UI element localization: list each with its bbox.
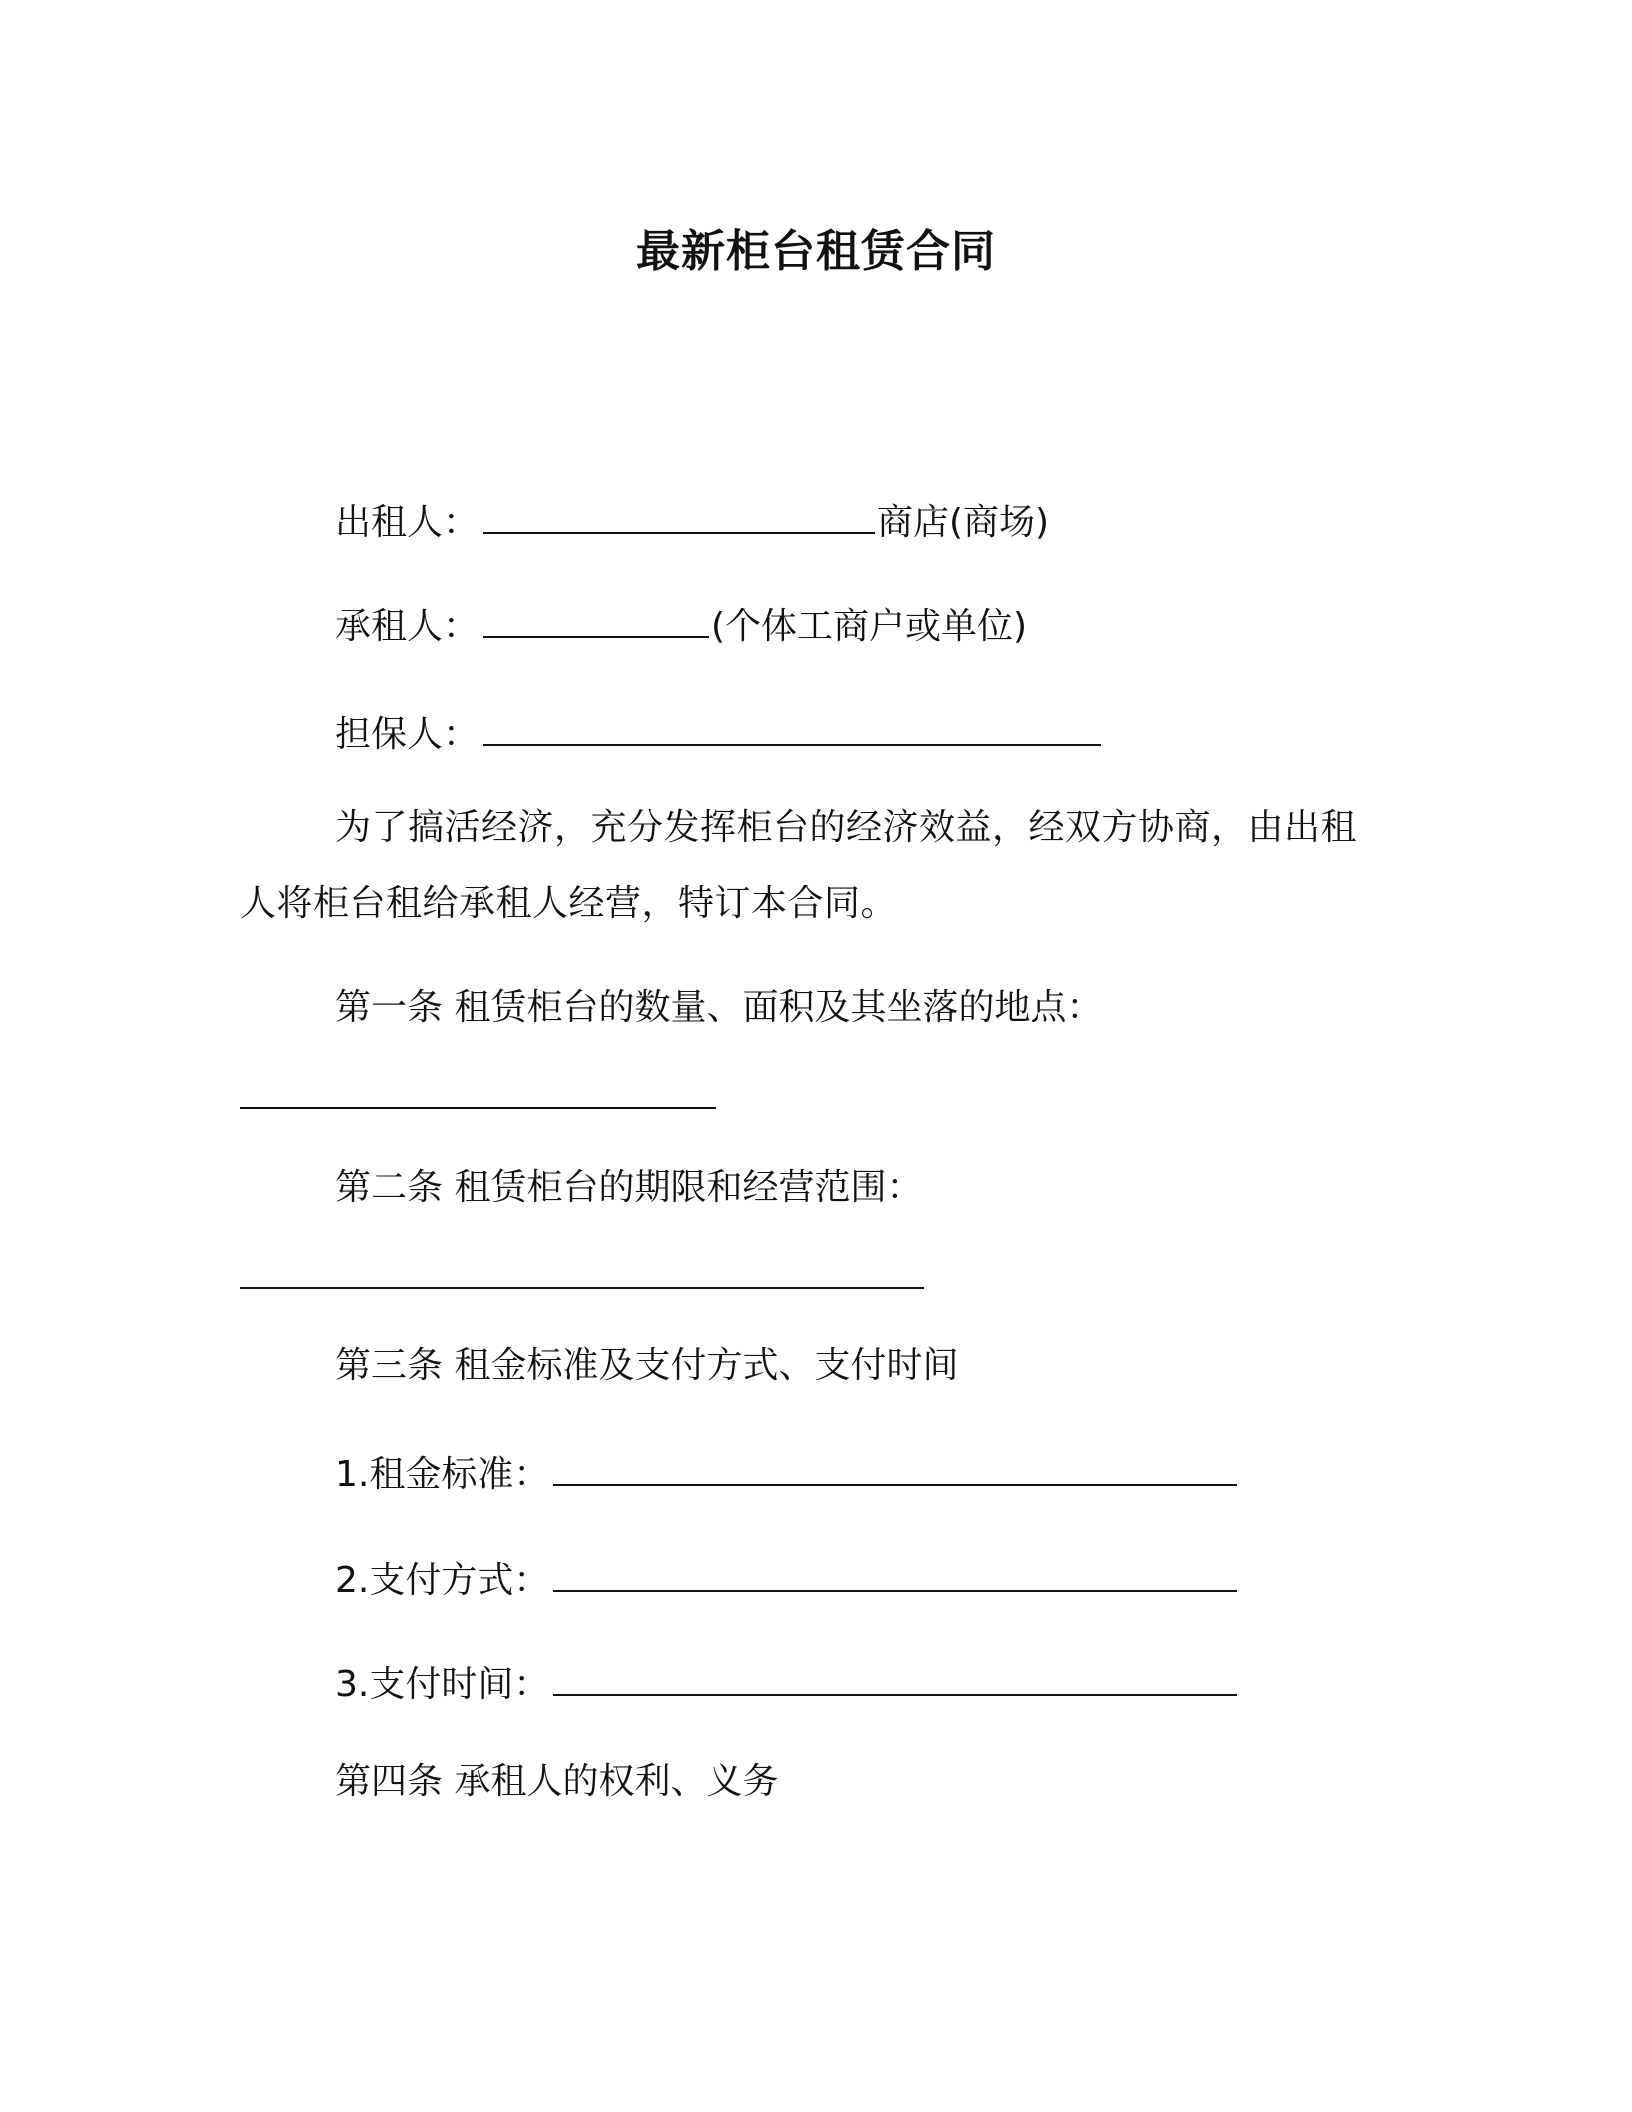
- article-3: 第三条 租金标准及支付方式、支付时间: [335, 1345, 959, 1386]
- article-4: 第四条 承租人的权利、义务: [335, 1761, 779, 1802]
- lessor-suffix: 商店(商场): [877, 502, 1050, 543]
- item-1-line: [335, 1448, 1239, 1501]
- guarantor-label: 担保人：: [335, 714, 480, 755]
- item-3-line: [335, 1658, 1239, 1711]
- item-1-blank: [553, 1448, 1237, 1486]
- item-3-blank: [553, 1658, 1237, 1696]
- item-2-label: 2.支付方式：: [335, 1560, 550, 1601]
- lessee-line: [335, 600, 1027, 653]
- lessee-suffix: (个体工商户或单位): [711, 606, 1028, 647]
- article-2: 第二条 租赁柜台的期限和经营范围：: [335, 1167, 923, 1208]
- document-title: 最新柜台租赁合同: [636, 226, 996, 277]
- lessor-label: 出租人：: [335, 502, 480, 543]
- lessee-label: 承租人：: [335, 606, 480, 647]
- article-1-blank: [240, 1105, 716, 1109]
- item-2-blank: [553, 1554, 1237, 1592]
- item-3-label: 3.支付时间：: [335, 1664, 550, 1705]
- article-2-blank: [240, 1285, 924, 1289]
- lessee-blank: [483, 600, 709, 638]
- intro-paragraph: 为了搞活经济，充分发挥柜台的经济效益，经双方协商，由出租人将柜台租给承租人经营，特订本合同。: [240, 807, 1358, 924]
- lessor-line: [335, 496, 1049, 549]
- guarantor-line: [335, 708, 1103, 761]
- item-1-label: 1.租金标准：: [335, 1454, 550, 1495]
- item-2-line: [335, 1554, 1239, 1607]
- guarantor-blank: [483, 708, 1101, 746]
- lessor-blank: [483, 496, 875, 534]
- article-1: 第一条 租赁柜台的数量、面积及其坐落的地点：: [335, 987, 1103, 1028]
